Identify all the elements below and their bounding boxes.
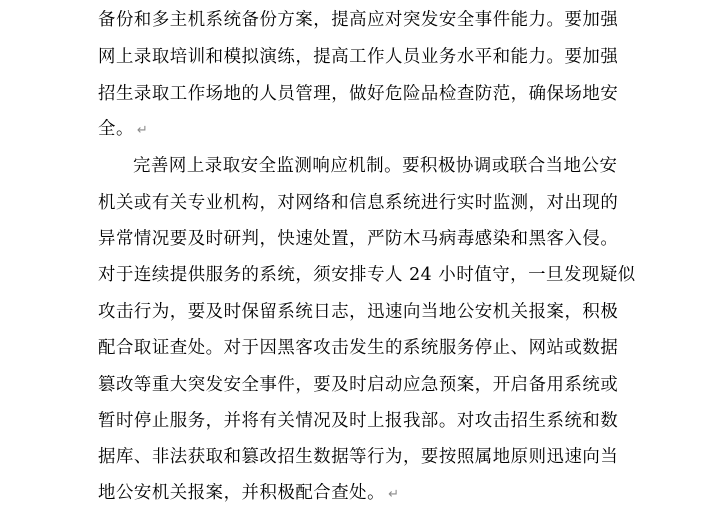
line-text: 配合取证查处。对于因黑客攻击发生的系统服务停止、网站或数据	[98, 338, 619, 358]
line-text: 机关或有关专业机构，对网络和信息系统进行实时监测，对出现的	[98, 193, 619, 213]
text-line-1	[98, 9, 638, 31]
text-line-4	[98, 118, 638, 142]
text-line-11	[98, 374, 638, 396]
line-text: 据库、非法获取和篡改招生数据等行为，要按照属地原则迅速向当	[98, 447, 619, 467]
line-text: 地公安机关报案，并积极配合查处。	[98, 483, 386, 503]
text-line-3	[98, 83, 638, 105]
line-text: 全。	[98, 119, 134, 139]
paragraph-mark-icon: ↵	[388, 487, 399, 502]
line-text: 暂时停止服务，并将有关情况及时上报我部。对攻击招生系统和数	[98, 411, 619, 431]
line-text: 异常情况要及时研判，快速处置，严防木马病毒感染和黑客入侵。	[98, 229, 619, 249]
text-line-7	[98, 228, 638, 250]
line-text: 招生录取工作场地的人员管理，做好危险品检查防范，确保场地安	[98, 84, 619, 104]
text-line-8	[98, 264, 638, 286]
text-line-10	[98, 337, 638, 359]
text-line-2	[98, 46, 638, 68]
paragraph-mark-icon: ↵	[136, 123, 148, 138]
text-line-5	[133, 155, 673, 177]
line-text: 备份和多主机系统备份方案，提高应对突发安全事件能力。要加强	[98, 10, 619, 30]
text-line-12	[98, 410, 638, 432]
line-text: 完善网上录取安全监测响应机制。要积极协调或联合当地公安	[133, 156, 618, 176]
text-line-6	[98, 192, 638, 214]
text-line-13	[98, 446, 638, 468]
line-text: 攻击行为，要及时保留系统日志，迅速向当地公安机关报案，积极	[98, 302, 619, 322]
text-line-14	[98, 482, 638, 506]
line-text: 对于连续提供服务的系统，须安排专人 24 小时值守，一旦发现疑似	[98, 265, 636, 285]
line-text: 篡改等重大突发安全事件，要及时启动应急预案，开启备用系统或	[98, 375, 619, 395]
text-line-9	[98, 301, 638, 323]
line-text: 网上录取培训和模拟演练，提高工作人员业务水平和能力。要加强	[98, 47, 619, 67]
